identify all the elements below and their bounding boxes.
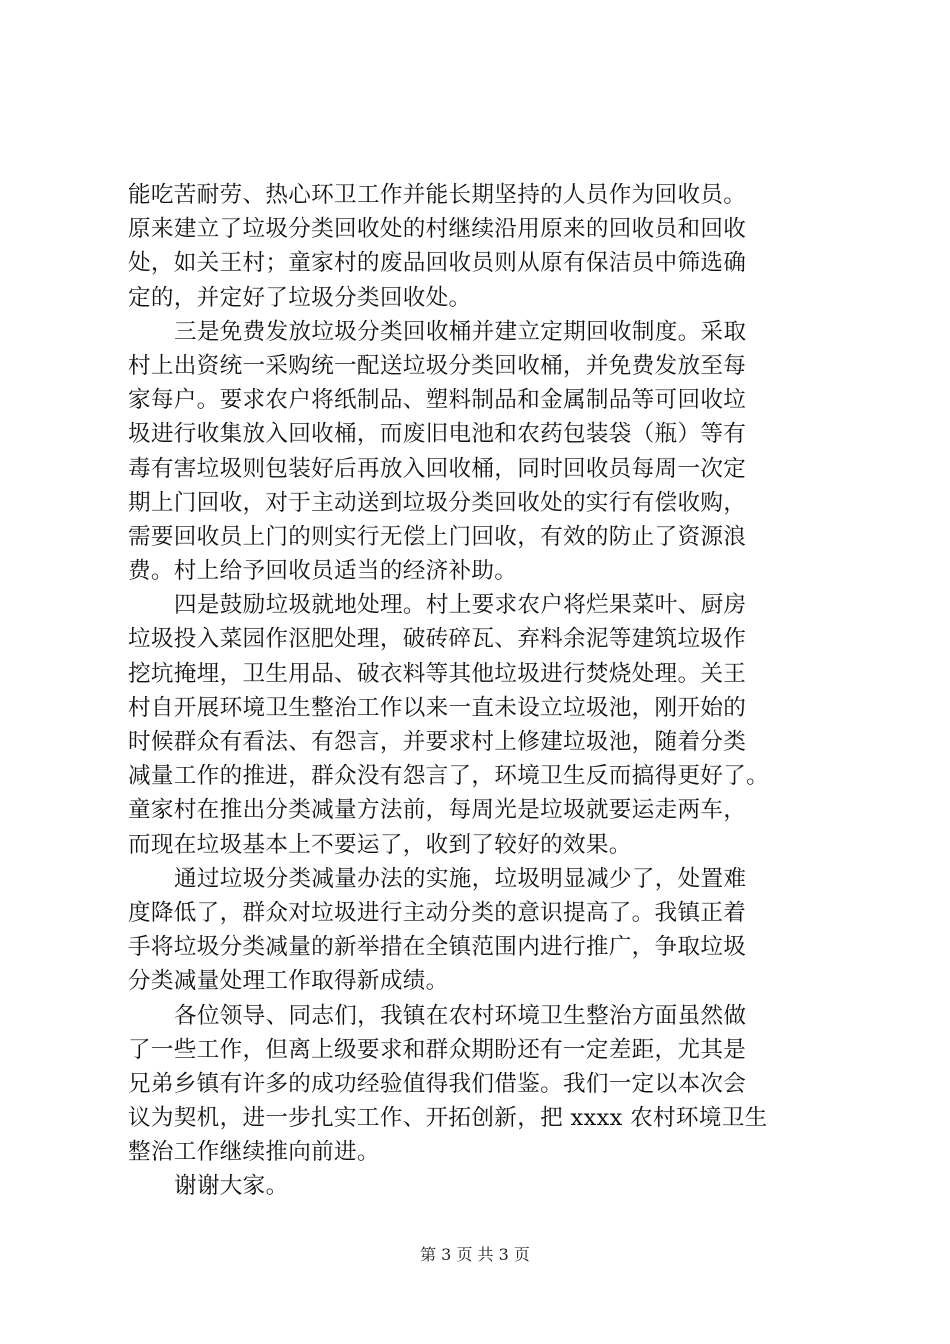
text-line: 各位领导、同志们，我镇在农村环境卫生整治方面虽然做 (174, 1002, 747, 1029)
text-line: 减量工作的推进，群众没有怨言了，环境卫生反而搞得更好了。 (128, 763, 770, 790)
text-line: 圾进行收集放入回收桶，而废旧电池和农药包装袋（瓶）等有 (128, 421, 747, 448)
text-line: 而现在垃圾基本上不要运了，收到了较好的效果。 (128, 831, 632, 858)
text-line: 定的，并定好了垃圾分类回收处。 (128, 284, 472, 311)
text-line: 议为契机，进一步扎实工作、开拓创新，把 xxxx 农村环境卫生 (128, 1105, 768, 1132)
text-line: 手将垃圾分类减量的新举措在全镇范围内进行推广，争取垃圾 (128, 934, 747, 961)
text-line: 家每户。要求农户将纸制品、塑料制品和金属制品等可回收垃 (128, 387, 747, 414)
page-footer: 第 3 页 共 3 页 (420, 1245, 530, 1264)
text-line: 童家村在推出分类减量方法前，每周光是垃圾就要运走两车， (128, 797, 747, 824)
text-line: 挖坑掩埋，卫生用品、破衣料等其他垃圾进行焚烧处理。关王 (128, 660, 747, 687)
text-line: 通过垃圾分类减量办法的实施，垃圾明显减少了，处置难 (174, 865, 747, 892)
text-line: 能吃苦耐劳、热心环卫工作并能长期坚持的人员作为回收员。 (128, 182, 747, 208)
text-line: 村上出资统一采购统一配送垃圾分类回收桶，并免费发放至每 (128, 352, 747, 379)
text-line: 了一些工作，但离上级要求和群众期盼还有一定差距，尤其是 (128, 1036, 747, 1063)
text-line: 村自开展环境卫生整治工作以来一直未设立垃圾池，刚开始的 (128, 694, 747, 721)
text-line: 费。村上给予回收员适当的经济补助。 (128, 558, 518, 585)
text-line: 处，如关王村；童家村的废品回收员则从原有保洁员中筛选确 (128, 250, 747, 277)
text-line: 分类减量处理工作取得新成绩。 (128, 968, 449, 995)
text-line: 三是免费发放垃圾分类回收桶并建立定期回收制度。采取 (174, 318, 747, 345)
text-line: 整治工作继续推向前进。 (128, 1139, 380, 1166)
text-line: 毒有害垃圾则包装好后再放入回收桶，同时回收员每周一次定 (128, 455, 747, 482)
text-line: 期上门回收，对于主动送到垃圾分类回收处的实行有偿收购， (128, 489, 747, 516)
text-line: 度降低了，群众对垃圾进行主动分类的意识提高了。我镇正着 (128, 899, 747, 926)
text-line: 谢谢大家。 (174, 1173, 289, 1200)
text-line: 四是鼓励垃圾就地处理。村上要求农户将烂果菜叶、厨房 (174, 592, 747, 619)
body-text (128, 178, 848, 1204)
text-line: 时候群众有看法、有怨言，并要求村上修建垃圾池，随着分类 (128, 729, 747, 755)
text-line: 需要回收员上门的则实行无偿上门回收，有效的防止了资源浪 (128, 523, 747, 550)
text-line: 原来建立了垃圾分类回收处的村继续沿用原来的回收员和回收 (128, 216, 747, 243)
text-line: 兄弟乡镇有许多的成功经验值得我们借鉴。我们一定以本次会 (128, 1070, 747, 1097)
text-line: 垃圾投入菜园作沤肥处理，破砖碎瓦、弃料余泥等建筑垃圾作 (128, 626, 747, 653)
